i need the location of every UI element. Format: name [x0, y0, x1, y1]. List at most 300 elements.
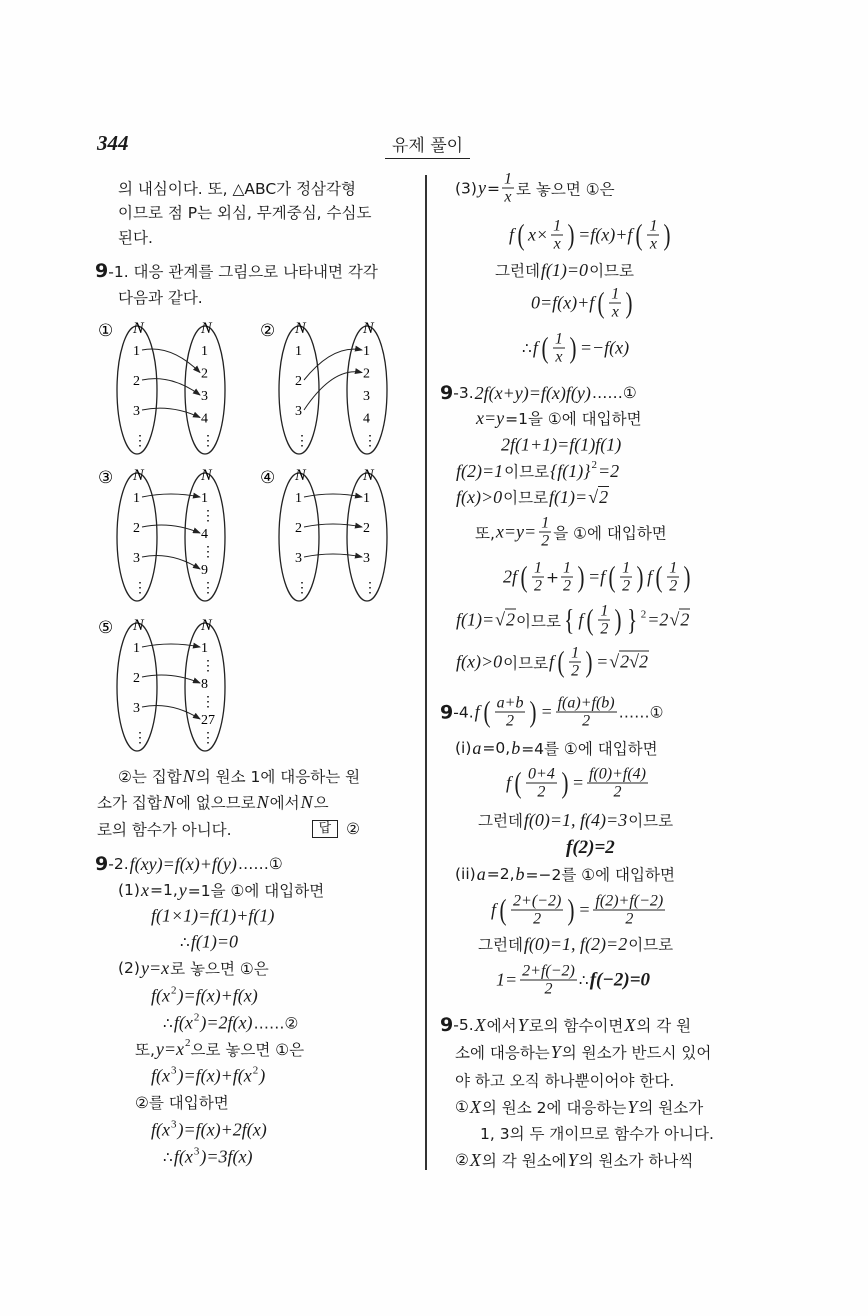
mapping-arrow — [304, 524, 362, 527]
element-right: 27 — [201, 713, 215, 728]
bracket: ) — [614, 603, 622, 636]
text-run: (i) — [455, 739, 472, 757]
math-expression: f(1)=0 — [540, 259, 589, 280]
mapping-arrow — [142, 706, 200, 720]
text-run: 또, — [135, 1041, 155, 1059]
math-expression: ) — [259, 1065, 266, 1086]
set-name: N — [295, 467, 306, 484]
math-expression: =f(x)+f — [578, 224, 633, 245]
mapping-arrow — [304, 494, 362, 497]
diagram-label: ⑤ — [98, 618, 114, 638]
text-run: 이므로 — [589, 262, 634, 280]
bracket: ( — [608, 560, 616, 593]
bracket: ) — [529, 695, 537, 728]
math-expression: )=2f(x) — [200, 1012, 253, 1033]
math-expression: =2 — [597, 460, 620, 481]
denominator: 2 — [622, 577, 631, 595]
diagram-label: ② — [260, 321, 276, 341]
mapping-arrow — [142, 349, 200, 373]
mapping-arrow — [304, 554, 362, 557]
radical-sign-icon: √ — [669, 609, 680, 630]
set-name: N — [363, 467, 374, 484]
text-run: 소에 대응하는 — [455, 1044, 550, 1062]
element-right: 2 — [363, 366, 370, 382]
element-left: 1 — [295, 491, 302, 506]
denominator: x — [649, 235, 657, 253]
element-right: ⋮ — [201, 545, 215, 560]
text-run: 로 놓으면 ①은 — [515, 180, 615, 198]
text-run: 이므로 점 P는 외심, 무게중심, 수심도 — [118, 204, 372, 222]
numerator: 2+f(−2) — [522, 962, 575, 980]
superscript: 3 — [170, 1064, 177, 1076]
set-name: N — [201, 320, 212, 337]
mapping-arrow — [142, 644, 200, 647]
numerator: f(2)+f(−2) — [595, 892, 664, 910]
math-expression: 2f(x+y)=f(x)f(y) — [474, 382, 591, 403]
element-left: 2 — [133, 671, 140, 686]
text-run: ∴ — [163, 1148, 173, 1166]
numerator: 1 — [553, 217, 562, 235]
math-expression: f(x — [151, 1065, 170, 1086]
math-expression: x — [140, 879, 149, 900]
math-expression: f(x — [151, 985, 170, 1006]
text-run: -4. — [453, 703, 474, 721]
denominator: 2 — [582, 712, 591, 730]
element-left: 2 — [295, 374, 302, 389]
text-run: 의 원소 1에 대응하는 원 — [195, 768, 361, 786]
math-expression: b — [511, 737, 521, 758]
element-right: ⋮ — [201, 659, 215, 674]
answer-value: ② — [346, 820, 361, 838]
math-expression: )=f(x)+f(x — [177, 1065, 252, 1086]
text-run: 이므로 — [503, 654, 549, 672]
element-right: 2 — [201, 366, 208, 382]
superscript: 2 — [193, 1011, 200, 1023]
math-expression: f(2)=1 — [456, 460, 504, 481]
mapping-arrow — [142, 379, 200, 395]
text-run: ……① — [237, 855, 283, 873]
math-expression: )=f(x)+2f(x) — [177, 1119, 267, 1140]
element-left: ⋮ — [133, 731, 147, 746]
set-name: N — [133, 320, 144, 337]
math-expression: f(x)>0 — [456, 486, 503, 507]
denominator: 2 — [600, 620, 609, 638]
bracket: ) — [663, 218, 671, 251]
element-left: 3 — [133, 404, 140, 419]
text-run: -2. — [108, 855, 129, 873]
element-right: 4 — [201, 411, 208, 427]
mapping-arrow — [142, 675, 200, 683]
text-run: = — [486, 179, 500, 197]
bracket: ( — [520, 560, 528, 593]
radical-sign-icon: √ — [609, 651, 620, 672]
text-run: 으 — [313, 794, 329, 812]
numerator: 1 — [600, 602, 609, 620]
element-left: ⋮ — [133, 434, 147, 449]
denominator: x — [553, 235, 561, 253]
text-run: =0, — [482, 739, 511, 757]
problem-number: 9 — [95, 260, 109, 282]
element-right: ⋮ — [201, 509, 215, 524]
set-name: N — [133, 617, 144, 634]
text-run: =1을 ①에 대입하면 — [505, 410, 642, 428]
math-expression: f — [509, 224, 515, 245]
math-expression: x=y — [476, 407, 505, 428]
bracket: ) — [567, 218, 575, 251]
diagram-label: ③ — [98, 468, 114, 488]
element-right: 1 — [363, 491, 370, 506]
text-run: 이므로 — [503, 489, 549, 507]
math-expression: f(0)=1, f(4)=3 — [523, 809, 628, 830]
math-expression: y=x — [140, 957, 170, 978]
element-left: 2 — [133, 521, 140, 536]
math-expression: Y — [567, 1149, 578, 1170]
text-run: -5. — [453, 1016, 474, 1034]
bracket: ( — [655, 560, 663, 593]
superscript: 3 — [193, 1145, 200, 1157]
bold-answer: f(2)=2 — [566, 837, 615, 858]
math-expression: =−f(x) — [579, 337, 630, 358]
text-run: 의 원소가 — [638, 1099, 704, 1117]
denominator: 2 — [533, 910, 542, 928]
element-right: 1 — [363, 344, 370, 359]
text-run: 이므로 — [516, 612, 561, 630]
bracket: ) — [625, 286, 633, 319]
text-run: ……② — [253, 1014, 299, 1032]
denominator: 2 — [571, 662, 580, 680]
element-right: 3 — [201, 389, 208, 404]
denominator: x — [611, 303, 619, 321]
text-run: ① — [455, 1098, 469, 1116]
math-expression: f(1×1)=f(1)+f(1) — [151, 905, 275, 926]
text-run: ②를 대입하면 — [135, 1094, 229, 1112]
superscript: 2 — [640, 608, 647, 620]
element-right: 1 — [201, 344, 208, 359]
math-expression: X — [469, 1096, 481, 1117]
element-right: ⋮ — [201, 581, 215, 596]
mapping-arrow — [142, 494, 200, 497]
diagram-label: ④ — [260, 468, 276, 488]
math-expression: f — [506, 772, 512, 793]
math-expression: a — [472, 737, 482, 758]
text-run: =1을 ①에 대입하면 — [187, 882, 325, 900]
element-left: ⋮ — [295, 434, 309, 449]
superscript: 3 — [170, 1118, 177, 1130]
numerator: a+b — [496, 694, 524, 712]
mapping-arrow — [304, 372, 362, 410]
element-left: 1 — [295, 344, 302, 359]
denominator: 2 — [506, 712, 515, 730]
bracket: ) — [561, 766, 569, 799]
bracket: ) — [636, 560, 644, 593]
numerator: 1 — [622, 559, 631, 577]
numerator: 2+(−2) — [513, 892, 562, 910]
text-run: (1) — [118, 881, 140, 899]
numerator: 1 — [611, 285, 620, 303]
text-run: =2, — [486, 865, 515, 883]
math-expression: =2 — [647, 609, 669, 630]
denominator: x — [504, 188, 512, 206]
text-run: ∴ — [180, 933, 190, 951]
radicand: 2 — [680, 609, 690, 630]
element-right: 9 — [201, 563, 208, 578]
numerator: 0+4 — [528, 765, 555, 783]
text-run: 에 없으므로 — [175, 794, 256, 812]
math-expression: 2f — [503, 566, 518, 587]
math-expression: x× — [528, 224, 549, 245]
text-run: 이므로 — [504, 463, 550, 481]
bracket: ) — [567, 893, 575, 926]
set-name: N — [201, 467, 212, 484]
element-left: 2 — [295, 521, 302, 536]
denominator: 2 — [625, 910, 634, 928]
text-run: 을 ①에 대입하면 — [553, 524, 667, 542]
element-right: ⋮ — [201, 695, 215, 710]
text-run: 그런데 — [478, 936, 523, 954]
text-run: 된다. — [118, 229, 153, 247]
denominator: 2 — [534, 577, 543, 595]
denominator: 2 — [541, 532, 550, 550]
math-expression: N — [182, 765, 195, 786]
math-expression: {f(1)} — [550, 460, 591, 481]
math-expression: f(x)>0 — [456, 651, 503, 672]
element-left: 3 — [133, 701, 140, 716]
denominator: 2 — [537, 783, 546, 801]
math-expression: N — [300, 791, 313, 812]
math-expression: = — [571, 772, 584, 793]
radical-sign-icon: √ — [588, 486, 599, 507]
math-expression: )=f(x)+f(x) — [177, 985, 258, 1006]
bracket: ( — [557, 645, 565, 678]
numerator: 1 — [571, 644, 580, 662]
text-run: 으로 놓으면 ①은 — [190, 1041, 305, 1059]
bracket: ) — [569, 331, 577, 364]
math-expression: f — [491, 899, 497, 920]
bracket: } — [627, 603, 638, 636]
superscript: 2 — [170, 984, 177, 996]
mapping-arrow — [142, 525, 200, 533]
text-run: 또, — [475, 524, 495, 542]
math-expression: 2f(1+1)=f(1)f(1) — [501, 434, 622, 455]
radicand: 2 — [506, 609, 516, 630]
math-expression: f — [647, 566, 653, 587]
text-run: 다음과 같다. — [118, 289, 203, 307]
element-left: 3 — [295, 404, 302, 419]
text-run: (ii) — [455, 865, 476, 883]
element-right: ⋮ — [363, 434, 377, 449]
radicand: 2 — [599, 486, 609, 507]
math-expression: f(x — [173, 1012, 193, 1033]
math-expression: )=3f(x) — [200, 1146, 253, 1167]
math-expression: N — [256, 791, 269, 812]
math-expression: b — [515, 863, 525, 884]
text-run: + — [546, 568, 560, 586]
math-expression: x=y= — [495, 521, 537, 542]
math-expression: f — [474, 701, 480, 722]
numerator: 1 — [554, 330, 563, 348]
denominator: 2 — [563, 577, 572, 595]
problem-number: 9 — [440, 701, 454, 723]
element-left: 1 — [133, 641, 140, 656]
denominator: 2 — [544, 980, 553, 998]
numerator: 1 — [503, 170, 512, 188]
mapping-arrow — [304, 349, 362, 380]
set-name: N — [133, 467, 144, 484]
problem-number: 9 — [95, 853, 109, 875]
text-run: ∴ — [522, 339, 532, 357]
bracket: ( — [541, 331, 549, 364]
text-run: 로의 함수이면 — [528, 1017, 624, 1035]
superscript: 2 — [591, 459, 597, 471]
text-run: 의 원소 2에 대응하는 — [481, 1099, 627, 1117]
element-right: 1 — [201, 491, 208, 506]
text-run: 1, 3의 두 개이므로 함수가 아니다. — [480, 1125, 714, 1143]
numerator: 1 — [563, 559, 572, 577]
math-expression: f(0)=1, f(2)=2 — [523, 933, 628, 954]
numerator: 1 — [534, 559, 543, 577]
numerator: f(a)+f(b) — [557, 694, 615, 712]
denominator: x — [555, 348, 563, 366]
text-run: 에서 — [486, 1017, 517, 1035]
text-run: 의 내심이다. 또, △ABC가 정삼각형 — [118, 180, 356, 198]
element-left: 3 — [295, 551, 302, 566]
text-run: 야 하고 오직 하나뿐이어야 한다. — [455, 1072, 675, 1090]
text-run: ∴ — [578, 971, 589, 989]
math-expression: =f — [588, 566, 606, 587]
numerator: f(0)+f(4) — [588, 765, 646, 783]
element-right: 1 — [201, 641, 208, 656]
text-run: 로 놓으면 ①은 — [170, 960, 269, 978]
bracket: { — [564, 603, 575, 636]
element-left: ⋮ — [295, 581, 309, 596]
element-left: 1 — [133, 344, 140, 359]
numerator: 1 — [669, 559, 678, 577]
radical-sign-icon: √ — [495, 609, 506, 630]
math-expression: f(x — [151, 1119, 170, 1140]
text-run: 그런데 — [478, 812, 523, 830]
problem-number: 9 — [440, 1014, 454, 1036]
text-run: 의 원소가 하나씩 — [578, 1152, 694, 1170]
math-expression: f(x — [173, 1146, 193, 1167]
math-expression: y — [477, 177, 486, 198]
text-run: ∴ — [163, 1014, 173, 1032]
text-run: -3. — [453, 384, 474, 402]
page-number: 344 — [97, 131, 129, 155]
bracket: ( — [597, 286, 605, 319]
math-expression: X — [624, 1014, 636, 1035]
bracket: ( — [517, 218, 525, 251]
text-run: -1. 대응 관계를 그림으로 나타내면 각각 — [108, 263, 378, 281]
numerator: 1 — [541, 514, 550, 532]
text-run: 이므로 — [628, 812, 674, 830]
text-run: 에서 — [269, 794, 300, 812]
element-right: 4 — [201, 527, 208, 542]
bracket: ( — [635, 218, 643, 251]
set-name: N — [363, 320, 374, 337]
diagram-label: ① — [98, 321, 114, 341]
math-expression: 1= — [496, 969, 518, 990]
math-expression: f(xy)=f(x)+f(y) — [129, 853, 237, 874]
math-expression: y — [178, 879, 187, 900]
text-run: 이므로 — [628, 936, 674, 954]
element-left: 2 — [133, 374, 140, 389]
element-right: ⋮ — [201, 731, 215, 746]
math-expression: f(1)= — [549, 486, 588, 507]
text-run: ② — [455, 1151, 469, 1169]
text-run: ……① — [618, 703, 664, 721]
math-expression: f — [532, 337, 538, 358]
math-expression: Y — [627, 1096, 638, 1117]
math-expression: Y — [517, 1014, 528, 1035]
text-run: 의 원소가 반드시 있어 — [561, 1044, 712, 1062]
bracket: ) — [577, 560, 585, 593]
element-right: 3 — [363, 551, 370, 566]
numerator: 1 — [649, 217, 658, 235]
math-expression: f(1)=0 — [190, 931, 239, 952]
math-expression: X — [474, 1014, 486, 1035]
bracket: ( — [499, 893, 507, 926]
mapping-arrow — [142, 556, 200, 570]
math-expression: = — [578, 899, 591, 920]
element-right: 4 — [363, 411, 370, 427]
bold-answer: f(−2)=0 — [589, 969, 651, 990]
text-run: ②는 집합 — [118, 768, 182, 786]
running-head: 유제 풀이 — [385, 131, 470, 159]
set-name: N — [201, 617, 212, 634]
element-right: 8 — [201, 677, 208, 692]
mapping-arrow — [142, 408, 200, 417]
math-expression: f — [549, 651, 555, 672]
element-right: ⋮ — [363, 581, 377, 596]
element-left: ⋮ — [133, 581, 147, 596]
denominator: 2 — [669, 577, 678, 595]
text-run: 소가 집합 — [97, 794, 162, 812]
text-run: (2) — [118, 959, 140, 977]
text-run: 의 각 원 — [636, 1017, 692, 1035]
math-expression: Y — [550, 1041, 561, 1062]
math-expression: y=x — [155, 1038, 185, 1059]
bracket: ) — [585, 645, 593, 678]
element-right: 2 — [363, 521, 370, 536]
math-expression: f(1)= — [456, 609, 495, 630]
denominator: 2 — [613, 783, 622, 801]
text-run: =1, — [149, 881, 178, 899]
bracket: ( — [514, 766, 522, 799]
element-right: 3 — [363, 389, 370, 404]
bracket: ) — [683, 560, 691, 593]
math-expression: N — [162, 791, 175, 812]
superscript: 2 — [252, 1064, 259, 1076]
text-run: =4를 ①에 대입하면 — [521, 740, 658, 758]
math-expression: = — [596, 651, 609, 672]
element-left: 1 — [133, 491, 140, 506]
element-left: 3 — [133, 551, 140, 566]
bracket: ( — [586, 603, 594, 636]
math-expression: = — [540, 701, 553, 722]
text-run: (3) — [455, 179, 477, 197]
math-expression: 0=f(x)+f — [531, 292, 595, 313]
math-expression: f — [578, 609, 584, 630]
text-run: 의 각 원소에 — [481, 1152, 567, 1170]
text-run: =−2를 ①에 대입하면 — [525, 866, 675, 884]
radicand: 2√2 — [620, 651, 648, 672]
bracket: ( — [483, 695, 491, 728]
problem-number: 9 — [440, 382, 454, 404]
set-name: N — [295, 320, 306, 337]
text-run: 그런데 — [495, 262, 540, 280]
math-expression: a — [476, 863, 486, 884]
superscript: 2 — [185, 1037, 191, 1049]
